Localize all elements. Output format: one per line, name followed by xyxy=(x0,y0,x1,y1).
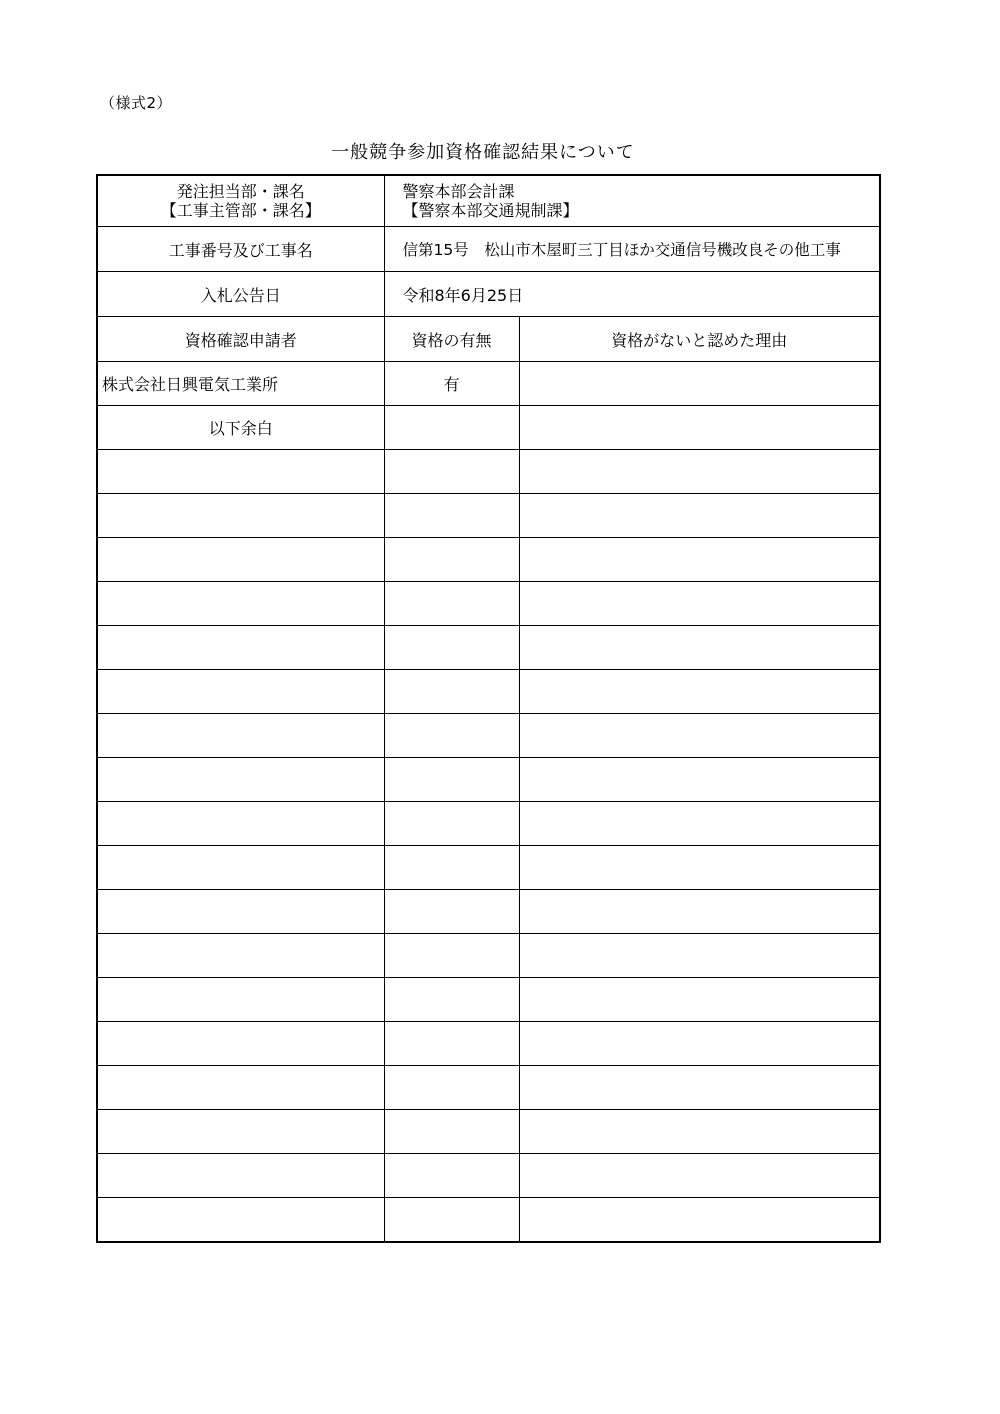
table-row xyxy=(97,494,880,538)
table-row xyxy=(97,934,880,978)
applicant-cell: 以下余白 xyxy=(97,406,384,450)
work-department-label: 【工事主管部・課名】 xyxy=(160,201,321,220)
reason-cell xyxy=(519,1154,880,1198)
table-row xyxy=(97,978,880,1022)
applicant-cell xyxy=(97,846,384,890)
reason-cell xyxy=(519,846,880,890)
table-row xyxy=(97,890,880,934)
eligibility-cell xyxy=(384,1022,519,1066)
reason-cell xyxy=(519,626,880,670)
reason-cell xyxy=(519,538,880,582)
department-label-cell xyxy=(97,175,384,227)
table-row xyxy=(97,714,880,758)
work-value: 信第15号 松山市木屋町三丁目ほか交通信号機改良その他工事 xyxy=(384,227,880,272)
eligibility-cell xyxy=(384,978,519,1022)
reason-cell xyxy=(519,362,880,406)
applicant-cell xyxy=(97,1066,384,1110)
applicant-cell xyxy=(97,890,384,934)
table-row xyxy=(97,1066,880,1110)
table-row xyxy=(97,450,880,494)
table-row xyxy=(97,626,880,670)
reason-cell xyxy=(519,802,880,846)
table-row xyxy=(97,1110,880,1154)
work-row xyxy=(97,227,880,272)
reason-cell xyxy=(519,758,880,802)
column-header-eligibility: 資格の有無 xyxy=(384,317,519,362)
eligibility-cell xyxy=(384,714,519,758)
reason-cell xyxy=(519,1066,880,1110)
reason-cell xyxy=(519,450,880,494)
document-title: 一般競争参加資格確認結果について xyxy=(331,142,635,163)
table-row xyxy=(97,1154,880,1198)
applicant-cell xyxy=(97,450,384,494)
eligibility-cell xyxy=(384,582,519,626)
table-row xyxy=(97,670,880,714)
eligibility-cell xyxy=(384,626,519,670)
date-value: 令和8年6月25日 xyxy=(384,272,880,317)
column-header-row xyxy=(97,317,880,362)
column-header-applicant: 資格確認申請者 xyxy=(97,317,384,362)
table-row xyxy=(97,406,880,450)
eligibility-cell xyxy=(384,406,519,450)
eligibility-cell xyxy=(384,934,519,978)
applicant-cell xyxy=(97,758,384,802)
eligibility-cell: 有 xyxy=(384,362,519,406)
date-label: 入札公告日 xyxy=(97,272,384,317)
department-label: 発注担当部・課名 xyxy=(176,182,305,201)
eligibility-cell xyxy=(384,494,519,538)
reason-cell xyxy=(519,406,880,450)
department-value: 警察本部会計課 xyxy=(402,182,515,201)
table-row xyxy=(97,846,880,890)
applicant-cell xyxy=(97,582,384,626)
reason-cell xyxy=(519,890,880,934)
reason-cell xyxy=(519,978,880,1022)
department-value-cell xyxy=(384,175,880,227)
date-row xyxy=(97,272,880,317)
eligibility-cell xyxy=(384,802,519,846)
applicant-cell xyxy=(97,1022,384,1066)
applicant-cell: 株式会社日興電気工業所 xyxy=(97,362,384,406)
reason-cell xyxy=(519,1198,880,1243)
reason-cell xyxy=(519,670,880,714)
column-header-reason: 資格がないと認めた理由 xyxy=(519,317,880,362)
applicant-cell xyxy=(97,494,384,538)
table-row xyxy=(97,582,880,626)
reason-cell xyxy=(519,1022,880,1066)
table-row xyxy=(97,758,880,802)
eligibility-cell xyxy=(384,758,519,802)
applicant-cell xyxy=(97,1154,384,1198)
reason-cell xyxy=(519,1110,880,1154)
applicant-cell xyxy=(97,626,384,670)
reason-cell xyxy=(519,714,880,758)
result-table xyxy=(96,174,881,1243)
reason-cell xyxy=(519,582,880,626)
eligibility-cell xyxy=(384,1154,519,1198)
form-number-label: （様式2） xyxy=(100,94,173,112)
reason-cell xyxy=(519,494,880,538)
eligibility-cell xyxy=(384,846,519,890)
applicant-cell xyxy=(97,1110,384,1154)
applicant-cell xyxy=(97,670,384,714)
applicant-cell xyxy=(97,802,384,846)
work-department-value: 【警察本部交通規制課】 xyxy=(402,201,579,220)
eligibility-cell xyxy=(384,890,519,934)
applicant-cell xyxy=(97,1198,384,1243)
applicant-cell xyxy=(97,538,384,582)
eligibility-cell xyxy=(384,1110,519,1154)
table-row xyxy=(97,1022,880,1066)
applicant-cell xyxy=(97,978,384,1022)
eligibility-cell xyxy=(384,450,519,494)
eligibility-cell xyxy=(384,538,519,582)
eligibility-cell xyxy=(384,1066,519,1110)
table-row xyxy=(97,802,880,846)
table-row xyxy=(97,1198,880,1243)
eligibility-cell xyxy=(384,670,519,714)
reason-cell xyxy=(519,934,880,978)
table-row xyxy=(97,362,880,406)
work-label: 工事番号及び工事名 xyxy=(97,227,384,272)
eligibility-cell xyxy=(384,1198,519,1243)
applicant-cell xyxy=(97,934,384,978)
department-row xyxy=(97,175,880,227)
table-row xyxy=(97,538,880,582)
applicant-cell xyxy=(97,714,384,758)
